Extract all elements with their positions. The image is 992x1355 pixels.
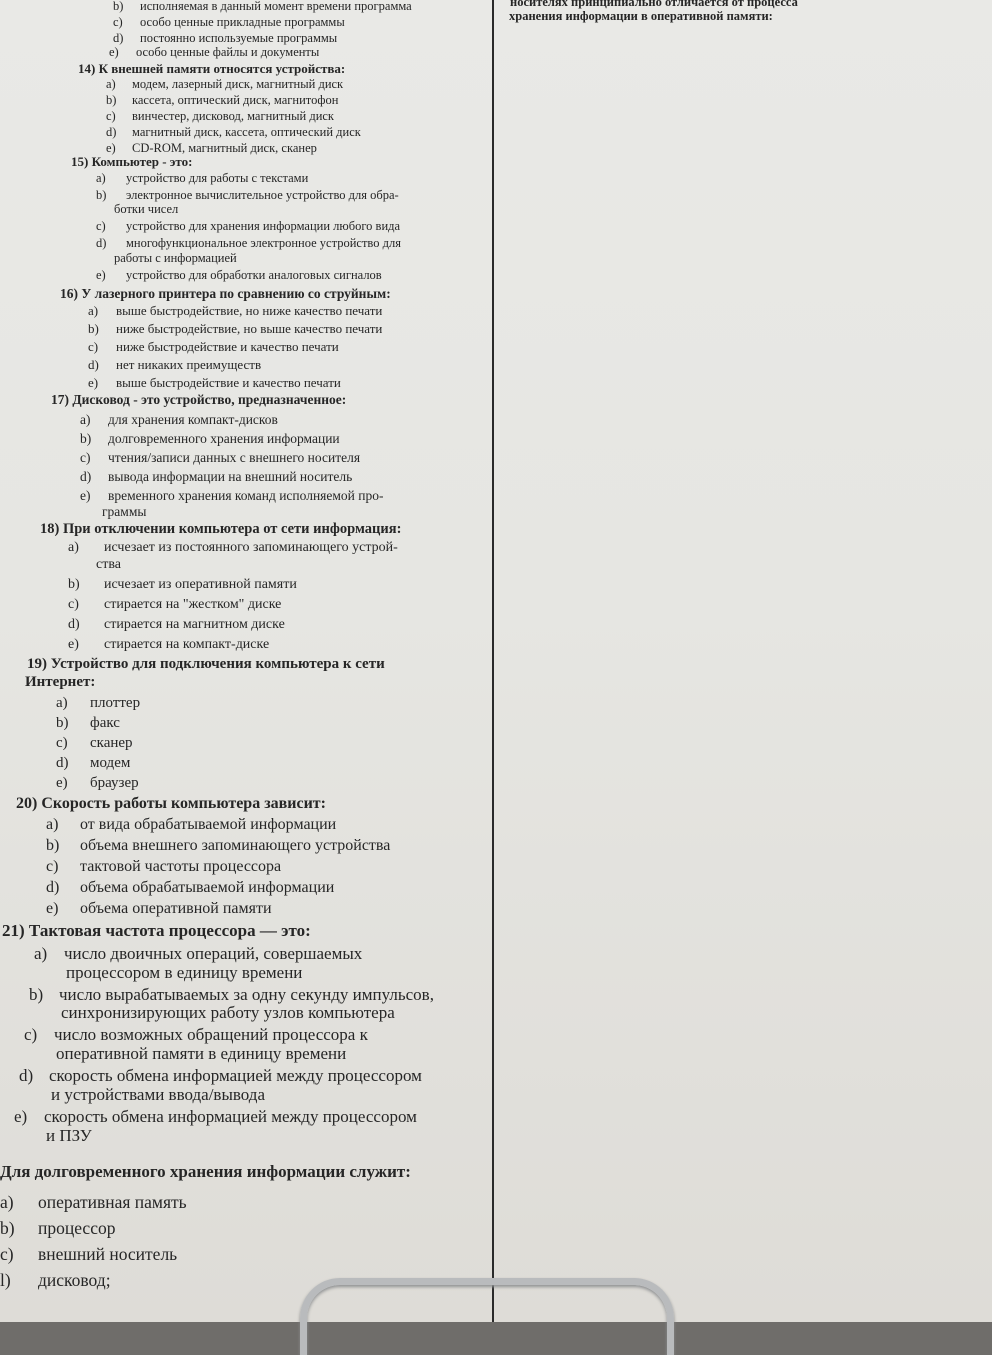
option-letter: b) [80,431,92,446]
option-text: браузер [90,775,139,791]
option-text: долговременного хранения информации [108,431,340,446]
option-text: оперативная память [38,1192,187,1212]
option-text: устройство для хранения информации любого вида [126,219,401,234]
option-letter: c) [80,450,91,465]
option-letter: e) [68,637,79,652]
option-text: сканер [90,735,133,751]
option-letter: b) [68,577,80,592]
option-letter: b) [0,1218,15,1238]
question-title: 20) Скорость работы компьютера зависит: [16,795,326,812]
option-text: число возможных обращений процессора к [54,1025,368,1045]
option-text: стирается на компакт-диске [104,637,270,652]
option-letter: e) [109,45,119,59]
option-text: модем, лазерный диск, магнитный диск [132,77,344,91]
option-text: объема внешнего запоминающего устройства [80,837,391,854]
question-title: 18) При отключении компьютера от сети информация: [40,521,402,537]
option-letter: c) [24,1025,38,1045]
option-text-cont: синхронизирующих работу узлов компьютера [61,1003,395,1023]
option-letter: a) [96,171,106,185]
option-letter: d) [113,31,124,45]
option-text: нет никаких преимуществ [116,357,262,372]
option-text: внешний носитель [38,1244,178,1264]
option-text: тактовой частоты процессора [80,858,282,875]
question-title: 17) Дисковод - это устройство, предназначенное: [51,392,347,407]
option-text: винчестер, дисковод, магнитный диск [132,109,335,123]
option-letter: a) [88,303,99,318]
option-text: число вырабатываемых за одну секунду импульсов, [59,984,434,1004]
option-text: плоттер [90,695,141,711]
option-text: стирается на магнитном диске [104,617,285,632]
option-text: для хранения компакт-дисков [108,412,278,427]
option-letter: d) [19,1066,34,1086]
option-text: электронное вычислительное устройство для обра- [126,188,399,202]
question-title: 19) Устройство для подключения компьютера к сети [27,656,385,672]
option-letter: e) [46,900,59,917]
option-letter: a) [68,540,79,555]
option-text: чтения/записи данных с внешнего носителя [108,450,361,465]
option-text: вывода информации на внешний носитель [108,469,353,484]
option-text: от вида обрабатываемой информации [80,816,337,833]
option-letter: a) [80,412,91,427]
option-text: ниже быстродействие и качество печати [116,339,339,354]
option-text: особо ценные файлы и документы [136,45,320,59]
option-text: CD-ROM, магнитный диск, сканер [132,141,317,155]
question-title: 21) Тактовая частота процессора — это: [2,921,311,940]
option-text: временного хранения команд исполняемой про- [108,488,384,503]
option-text: стирается на "жестком" диске [104,597,282,612]
option-text: магнитный диск, кассета, оптический диск [132,125,361,139]
option-letter: c) [96,219,106,234]
option-letter: d) [80,469,92,484]
option-text-cont: процессором в единицу времени [66,962,303,982]
option-text-cont: оперативной памяти в единицу времени [56,1044,347,1064]
option-text: исполняемая в данный момент времени программа [140,0,412,13]
option-text: постоянно используемые программы [140,31,338,45]
option-letter: a) [106,77,116,91]
option-letter: b) [106,93,117,107]
option-text: скорость обмена информацией между процессором [44,1106,417,1126]
option-text: устройство для работы с текстами [126,171,309,185]
question-title: носителях принципиально отличается от процесса [510,0,798,9]
question-title: 14) К внешней памяти относятся устройства: [78,61,346,76]
option-text: число двоичных операций, совершаемых [64,944,363,963]
option-letter: b) [56,715,69,731]
option-text: скорость обмена информацией между процессором [49,1066,422,1086]
option-text: объема оперативной памяти [80,900,272,917]
option-text-cont: ства [96,557,121,572]
option-text-cont: и устройствами ввода/вывода [51,1084,265,1104]
option-letter: e) [14,1106,28,1126]
option-text: выше быстродействие и качество печати [116,375,341,390]
option-text: ниже быстродействие, но выше качество печати [116,321,383,336]
question-title-line2: хранения информации в оперативной памяти: [509,9,773,23]
option-letter: a) [0,1192,14,1212]
option-text: выше быстродействие, но ниже качество печати [116,303,383,318]
option-text: многофункциональное электронное устройство для [126,236,401,251]
option-letter: c) [46,858,59,875]
option-letter: e) [56,775,68,791]
option-text: факс [90,715,120,731]
option-letter: c) [68,597,79,612]
option-letter: e) [88,375,99,390]
option-letter: e) [96,267,106,282]
option-text: процессор [38,1218,116,1238]
question-title: 15) Компьютер - это: [71,154,193,169]
option-letter: b) [88,321,99,336]
option-letter: a) [34,944,48,963]
option-letter: c) [56,735,68,751]
option-letter: a) [46,816,59,833]
option-letter: d) [56,755,69,771]
option-letter: d) [96,236,107,251]
option-letter: b) [46,837,60,854]
option-letter: b) [96,188,107,202]
option-letter: l) [0,1270,11,1290]
option-text: исчезает из постоянного запоминающего устрой- [104,540,398,555]
option-text-cont: работы с информацией [114,250,237,265]
option-letter: e) [106,141,116,155]
option-text: устройство для обработки аналоговых сигналов [126,267,382,282]
option-letter: e) [80,488,91,503]
option-text: модем [90,755,131,771]
option-text-cont: и ПЗУ [46,1125,92,1145]
option-letter: c) [88,339,99,354]
option-letter: d) [106,125,117,139]
option-text: объема обрабатываемой информации [80,879,335,896]
option-letter: b) [113,0,124,13]
question-title: Для долговременного хранения информации служит: [0,1162,411,1181]
option-text: исчезает из оперативной памяти [104,577,297,592]
option-text: особо ценные прикладные программы [140,15,345,29]
document-stand [300,1278,674,1355]
option-letter: d) [88,357,99,372]
option-letter: c) [106,109,116,123]
option-letter: a) [56,695,68,711]
option-letter: c) [113,15,123,29]
option-letter: d) [68,617,80,632]
option-letter: d) [46,879,60,896]
option-letter: b) [29,984,44,1004]
question-title: 16) У лазерного принтера по сравнению со струйным: [60,286,391,301]
option-text-cont: ботки чисел [114,202,179,217]
option-text-cont: граммы [102,504,147,520]
column-divider [492,0,494,1322]
question-title-line2: Интернет: [25,674,96,690]
option-text: дисковод; [38,1270,111,1290]
option-letter: c) [0,1244,14,1264]
option-text: кассета, оптический диск, магнитофон [132,93,339,107]
